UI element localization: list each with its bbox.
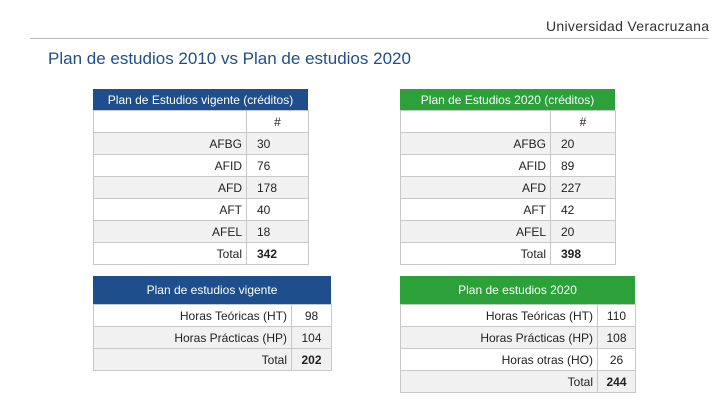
header-divider bbox=[30, 38, 708, 39]
col-header: # bbox=[551, 111, 616, 133]
hours-vigente-table bbox=[93, 304, 332, 371]
row-label: Horas Prácticas (HP) bbox=[401, 327, 598, 349]
total-value: 202 bbox=[292, 349, 332, 371]
row-label: Horas Teóricas (HT) bbox=[94, 305, 292, 327]
row-value: 18 bbox=[247, 221, 309, 243]
row-value: 108 bbox=[598, 327, 636, 349]
row-label: AFT bbox=[401, 199, 551, 221]
row-label: Horas Teóricas (HT) bbox=[401, 305, 598, 327]
total-value: 244 bbox=[598, 371, 636, 393]
university-logo-text: Universidad Veracruzana bbox=[546, 18, 710, 34]
row-label: AFBG bbox=[401, 133, 551, 155]
total-label: Total bbox=[94, 349, 292, 371]
row-label: AFID bbox=[94, 155, 247, 177]
row-value: 104 bbox=[292, 327, 332, 349]
row-label: AFEL bbox=[401, 221, 551, 243]
row-value: 30 bbox=[247, 133, 309, 155]
col-header: # bbox=[247, 111, 309, 133]
row-label: AFID bbox=[401, 155, 551, 177]
total-label: Total bbox=[401, 243, 551, 265]
total-value: 342 bbox=[247, 243, 309, 265]
row-label: AFD bbox=[94, 177, 247, 199]
row-label: Horas Prácticas (HP) bbox=[94, 327, 292, 349]
row-value: 89 bbox=[551, 155, 616, 177]
page-title: Plan de estudios 2010 vs Plan de estudios 2020 bbox=[48, 49, 411, 68]
row-value: 98 bbox=[292, 305, 332, 327]
row-value: 42 bbox=[551, 199, 616, 221]
blank-cell bbox=[94, 111, 247, 133]
row-value: 20 bbox=[551, 221, 616, 243]
credits-vigente-table bbox=[93, 110, 309, 265]
row-value: 178 bbox=[247, 177, 309, 199]
row-value: 110 bbox=[598, 305, 636, 327]
credits-2020-table bbox=[400, 110, 616, 265]
hours-vigente-header: Plan de estudios vigente bbox=[93, 276, 331, 304]
row-value: 40 bbox=[247, 199, 309, 221]
row-label: AFEL bbox=[94, 221, 247, 243]
row-label: Horas otras (HO) bbox=[401, 349, 598, 371]
row-value: 227 bbox=[551, 177, 616, 199]
hours-2020-header: Plan de estudios 2020 bbox=[400, 276, 635, 304]
row-value: 26 bbox=[598, 349, 636, 371]
row-value: 20 bbox=[551, 133, 616, 155]
total-label: Total bbox=[401, 371, 598, 393]
row-value: 76 bbox=[247, 155, 309, 177]
blank-cell bbox=[401, 111, 551, 133]
total-value: 398 bbox=[551, 243, 616, 265]
credits-vigente-header: Plan de Estudios vigente (créditos) bbox=[93, 89, 308, 110]
hours-2020-table bbox=[400, 304, 636, 393]
row-label: AFD bbox=[401, 177, 551, 199]
total-label: Total bbox=[94, 243, 247, 265]
row-label: AFT bbox=[94, 199, 247, 221]
row-label: AFBG bbox=[94, 133, 247, 155]
credits-2020-header: Plan de Estudios 2020 (créditos) bbox=[400, 89, 615, 110]
